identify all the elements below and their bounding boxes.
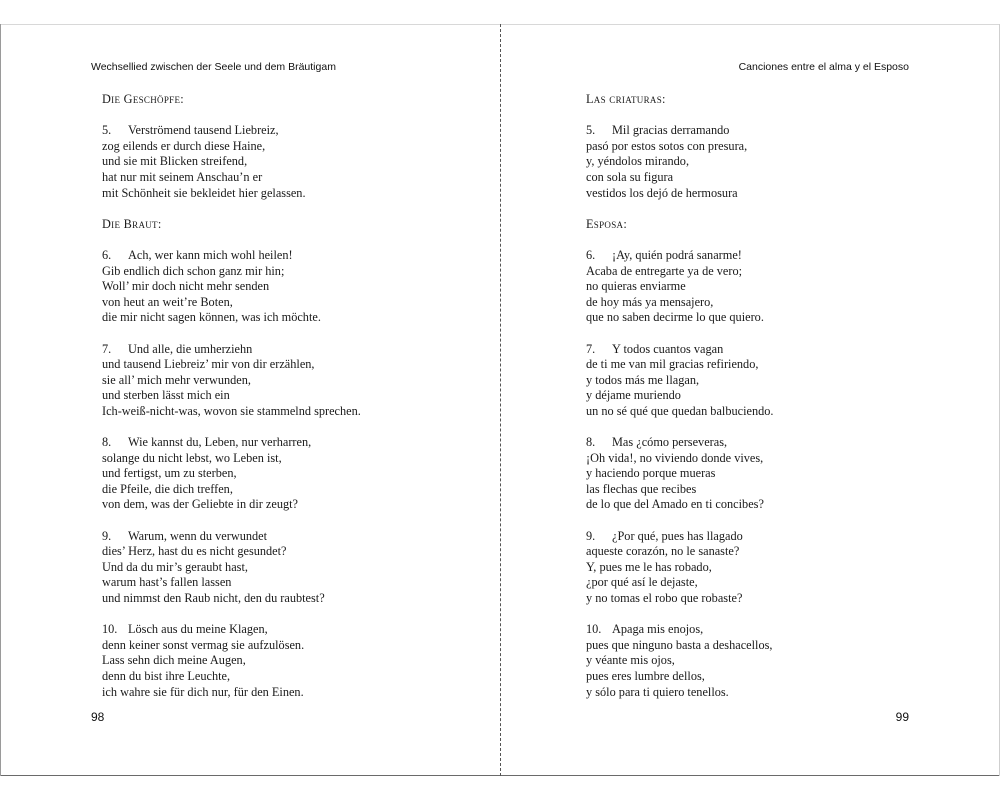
verse-text: y todos más me llagan, (586, 372, 700, 387)
verse-line (102, 310, 482, 326)
verse-text: dies’ Herz, hast du es nicht gesundet? (102, 544, 287, 559)
stanza (586, 622, 966, 700)
verse-line (586, 186, 966, 202)
verse-line (102, 622, 482, 638)
stanza-number: 8. (586, 435, 596, 450)
verse-line (586, 451, 966, 467)
verse-text: Woll’ mir doch nicht mehr senden (102, 279, 270, 294)
verse-text: ¿Por qué, pues has llagado (612, 528, 743, 543)
verse-line (102, 154, 482, 170)
verse-line (586, 575, 966, 591)
verse-text: denn keiner sonst vermag sie aufzulösen. (102, 637, 305, 652)
verse-text: y, yéndolos mirando, (586, 154, 690, 169)
verse-text: pues que ninguno basta a deshacellos, (586, 637, 773, 652)
page-number-left: 98 (91, 710, 105, 724)
speaker-label: Die Geschöpfe: (102, 92, 184, 106)
verse-line (586, 685, 966, 701)
verse-line (102, 482, 482, 498)
verse-text: vestidos los dejó de hermosura (586, 185, 738, 200)
stanza-number: 5. (102, 123, 112, 138)
poem-german (102, 92, 482, 716)
stanza (102, 529, 482, 607)
verse-line (586, 622, 966, 638)
verse-line (586, 357, 966, 373)
verse-line (586, 669, 966, 685)
verse-line (102, 466, 482, 482)
verse-line (102, 560, 482, 576)
verse-line (586, 544, 966, 560)
speaker-label: Las criaturas: (586, 92, 666, 106)
verse-text: Warum, wenn du verwundet (128, 528, 268, 543)
verse-line (102, 186, 482, 202)
verse-text: sie all’ mich mehr verwunden, (102, 372, 251, 387)
speaker-label: Esposa: (586, 216, 628, 231)
verse-text: Verströmend tausend Liebreiz, (128, 123, 279, 138)
verse-text: y déjame muriendo (586, 388, 681, 403)
verse-line (586, 295, 966, 311)
verse-line (586, 310, 966, 326)
verse-text: aqueste corazón, no le sanaste? (586, 544, 740, 559)
running-header-right: Canciones entre el alma y el Esposo (738, 61, 909, 73)
verse-text: warum hast’s fallen lassen (102, 575, 232, 590)
verse-text: Und da du mir’s geraubt hast, (102, 559, 248, 574)
verse-line (102, 497, 482, 513)
stanza-number: 8. (102, 435, 112, 450)
verse-line (586, 435, 966, 451)
verse-text: pasó por estos sotos con presura, (586, 138, 748, 153)
verse-text: con sola su figura (586, 169, 674, 184)
verse-text: ¡Ay, quién podrá sanarme! (612, 247, 742, 262)
verse-line (102, 248, 482, 264)
verse-line (586, 123, 966, 139)
stanza (586, 123, 966, 201)
verse-line (586, 529, 966, 545)
verse-line (102, 373, 482, 389)
verse-line (102, 404, 482, 420)
verse-line (102, 653, 482, 669)
verse-line (102, 529, 482, 545)
verse-text: Und alle, die umherziehn (128, 341, 253, 356)
verse-text: Apaga mis enojos, (612, 622, 704, 637)
verse-line (102, 357, 482, 373)
speaker-label: Die Braut: (102, 216, 162, 231)
stanza (102, 342, 482, 420)
verse-text: Y, pues me le has robado, (586, 559, 712, 574)
verse-text: und nimmst den Raub nicht, den du raubtest? (102, 591, 325, 605)
verse-line (586, 279, 966, 295)
stanza-number: 10. (102, 622, 118, 637)
verse-line (102, 575, 482, 591)
stanza-number: 6. (586, 247, 596, 262)
verse-line (102, 638, 482, 654)
verse-text: Gib endlich dich schon ganz mir hin; (102, 263, 285, 278)
stanza (586, 342, 966, 420)
verse-line (586, 466, 966, 482)
verse-line (102, 388, 482, 404)
verse-text: ¿por qué así le dejaste, (586, 575, 698, 590)
verse-text: und sie mit Blicken streifend, (102, 154, 248, 169)
verse-line (586, 591, 966, 607)
stanza-number: 5. (586, 123, 596, 138)
verse-text: solange du nicht lebst, wo Leben ist, (102, 450, 282, 465)
poem-spanish (586, 92, 966, 716)
verse-text: Acaba de entregarte ya de vero; (586, 263, 743, 278)
verse-line (586, 170, 966, 186)
verse-line (102, 544, 482, 560)
stanza-number: 9. (102, 528, 112, 543)
verse-line (102, 264, 482, 280)
verse-text: y sólo para ti quiero tenellos. (586, 684, 729, 699)
verse-text: Ach, wer kann mich wohl heilen! (128, 247, 293, 262)
right-page (500, 0, 1000, 800)
verse-line (102, 279, 482, 295)
verse-text: Wie kannst du, Leben, nur verharren, (128, 435, 312, 450)
verse-line (586, 638, 966, 654)
verse-text: und sterben lässt mich ein (102, 388, 230, 403)
stanza-number: 7. (102, 341, 112, 356)
verse-text: Mil gracias derramando (612, 123, 730, 138)
verse-line (586, 373, 966, 389)
verse-text: y véante mis ojos, (586, 653, 675, 668)
verse-text: un no sé qué que quedan balbuciendo. (586, 403, 774, 418)
verse-text: von dem, was der Geliebte in dir zeugt? (102, 497, 298, 512)
verse-text: pues eres lumbre dellos, (586, 668, 705, 683)
verse-line (586, 497, 966, 513)
verse-text: las flechas que recibes (586, 481, 697, 496)
stanza (586, 435, 966, 513)
stanza (586, 529, 966, 607)
stanza-number: 10. (586, 622, 602, 637)
verse-text: hat nur mit seinem Anschau’n er (102, 169, 263, 184)
verse-line (586, 154, 966, 170)
verse-text: y haciendo porque mueras (586, 466, 716, 481)
stanza (102, 123, 482, 201)
verse-text: Mas ¿cómo perseveras, (612, 435, 728, 450)
stanza (102, 435, 482, 513)
verse-line (586, 264, 966, 280)
stanza-number: 9. (586, 528, 596, 543)
stanza-number: 6. (102, 247, 112, 262)
verse-text: Lass sehn dich meine Augen, (102, 653, 246, 668)
verse-line (102, 342, 482, 358)
verse-line (102, 451, 482, 467)
page-number-right: 99 (895, 710, 909, 724)
verse-line (102, 295, 482, 311)
verse-line (586, 482, 966, 498)
stanza (586, 248, 966, 326)
verse-line (102, 139, 482, 155)
verse-text: de hoy más ya mensajero, (586, 294, 714, 309)
verse-line (586, 342, 966, 358)
verse-line (586, 248, 966, 264)
verse-text: Y todos cuantos vagan (612, 341, 724, 356)
stanza (102, 248, 482, 326)
verse-text: de lo que del Amado en ti concibes? (586, 497, 764, 512)
verse-text: Lösch aus du meine Klagen, (128, 622, 268, 637)
verse-text: die Pfeile, die dich treffen, (102, 481, 233, 496)
verse-line (102, 591, 482, 607)
verse-text: mit Schönheit sie bekleidet hier gelassen. (102, 185, 306, 200)
verse-line (586, 139, 966, 155)
stanza (102, 622, 482, 700)
verse-line (102, 669, 482, 685)
verse-line (102, 123, 482, 139)
verse-text: von heut an weit’re Boten, (102, 294, 233, 309)
stanza-number: 7. (586, 341, 596, 356)
verse-text: de ti me van mil gracias refiriendo, (586, 357, 759, 372)
verse-line (102, 435, 482, 451)
verse-text: zog eilends er durch diese Haine, (102, 138, 266, 153)
verse-text: und fertigst, um zu sterben, (102, 466, 237, 481)
verse-text: die mir nicht sagen können, was ich möchte. (102, 310, 321, 325)
verse-text: y no tomas el robo que robaste? (586, 591, 743, 605)
verse-text: ¡Oh vida!, no viviendo donde vives, (586, 450, 764, 465)
running-header-left: Wechsellied zwischen der Seele und dem Bräutigam (91, 61, 336, 73)
verse-line (102, 685, 482, 701)
verse-text: ich wahre sie für dich nur, für den Einen. (102, 684, 304, 699)
verse-line (586, 560, 966, 576)
verse-line (586, 653, 966, 669)
verse-line (586, 388, 966, 404)
verse-line (586, 404, 966, 420)
verse-text: Ich-weiß-nicht-was, wovon sie stammelnd sprechen. (102, 403, 361, 418)
verse-text: no quieras enviarme (586, 279, 686, 294)
verse-text: denn du bist ihre Leuchte, (102, 668, 231, 683)
verse-text: que no saben decirme lo que quiero. (586, 310, 764, 325)
verse-text: und tausend Liebreiz’ mir von dir erzählen, (102, 357, 315, 372)
verse-line (102, 170, 482, 186)
